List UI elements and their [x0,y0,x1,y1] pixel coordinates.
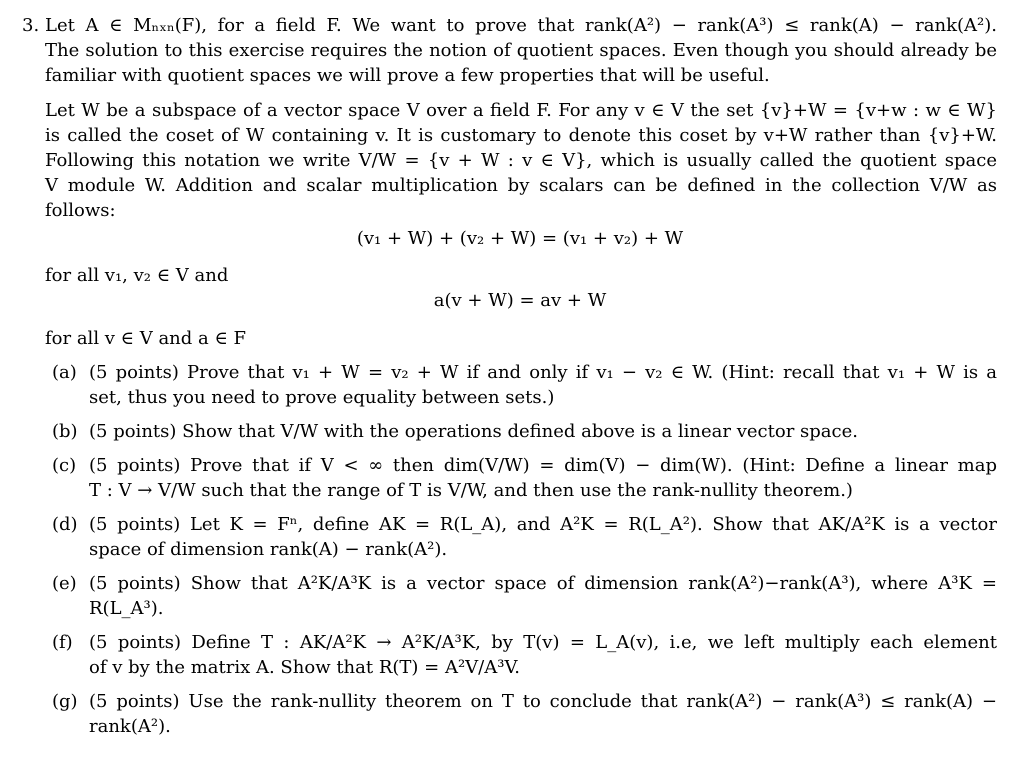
paragraph-line-1: Let W be a subspace of a vector space V over a field F. For any v ∈ V the set {v}+W = {v+w : w ∈ W} [45,100,997,121]
part-f-line-1: (5 points) Define T : AK/A²K → A²K/A³K, by T(v) = L_A(v), i.e, we left multiply each element [89,632,997,653]
paragraph-line-5: follows: [45,200,116,221]
intro-line-3: familiar with quotient spaces we will prove a few properties that will be useful. [45,65,770,86]
part-f-label: (f) [52,632,73,653]
part-d-label: (d) [52,514,78,535]
part-b-label: (b) [52,421,78,442]
part-c-label: (c) [52,455,77,476]
part-f-line-2: of v by the matrix A. Show that R(T) = A²V/A³V. [89,657,521,678]
part-g-line-2: rank(A²). [89,716,171,737]
part-d-line-2: space of dimension rank(A) − rank(A²). [89,539,448,560]
part-c-line-1: (5 points) Prove that if V < ∞ then dim(V/W) = dim(V) − dim(W). (Hint: Define a linear map [89,455,997,476]
intro-line-2: The solution to this exercise requires the notion of quotient spaces. Even though you should already be [45,40,997,61]
intro-line-1: Let A ∈ Mₙₓₙ(F), for a field F. We want to prove that rank(A²) − rank(A³) ≤ rank(A) − rank(A²). [45,15,997,36]
paragraph-line-3: Following this notation we write V/W = {v + W : v ∈ V}, which is usually called the quotient space [45,150,997,171]
for-all-v-a: for all v ∈ V and a ∈ F [45,328,247,349]
equation-addition: (v₁ + W) + (v₂ + W) = (v₁ + v₂) + W [356,228,684,249]
part-d-line-1: (5 points) Let K = Fⁿ, define AK = R(L_A), and A²K = R(L_A²). Show that AK/A²K is a vector [89,514,997,535]
part-a-line-1: (5 points) Prove that v₁ + W = v₂ + W if and only if v₁ − v₂ ∈ W. (Hint: recall that v₁ + W is a [89,362,997,383]
for-all-v1-v2: for all v₁, v₂ ∈ V and [45,265,229,286]
part-a-line-2: set, thus you need to prove equality between sets.) [89,387,555,408]
part-a-label: (a) [52,362,77,383]
part-e-line-2: R(L_A³). [89,598,164,619]
part-c-line-2: T : V → V/W such that the range of T is V/W, and then use the rank-nullity theorem.) [89,480,853,501]
part-e-label: (e) [52,573,77,594]
part-b-line-1: (5 points) Show that V/W with the operations defined above is a linear vector space. [89,421,858,442]
paragraph-line-2: is called the coset of W containing v. It is customary to denote this coset by v+W rather than {v}+W. [45,125,997,146]
part-g-label: (g) [52,691,78,712]
equation-scalar: a(v + W) = av + W [433,290,607,311]
part-e-line-1: (5 points) Show that A²K/A³K is a vector space of dimension rank(A²)−rank(A³), where A³K = [89,573,997,594]
problem-number: 3. [22,15,40,36]
paragraph-line-4: V module W. Addition and scalar multiplication by scalars can be defined in the collection V/W as [45,175,997,196]
part-g-line-1: (5 points) Use the rank-nullity theorem on T to conclude that rank(A²) − rank(A³) ≤ rank(A) − [89,691,997,712]
